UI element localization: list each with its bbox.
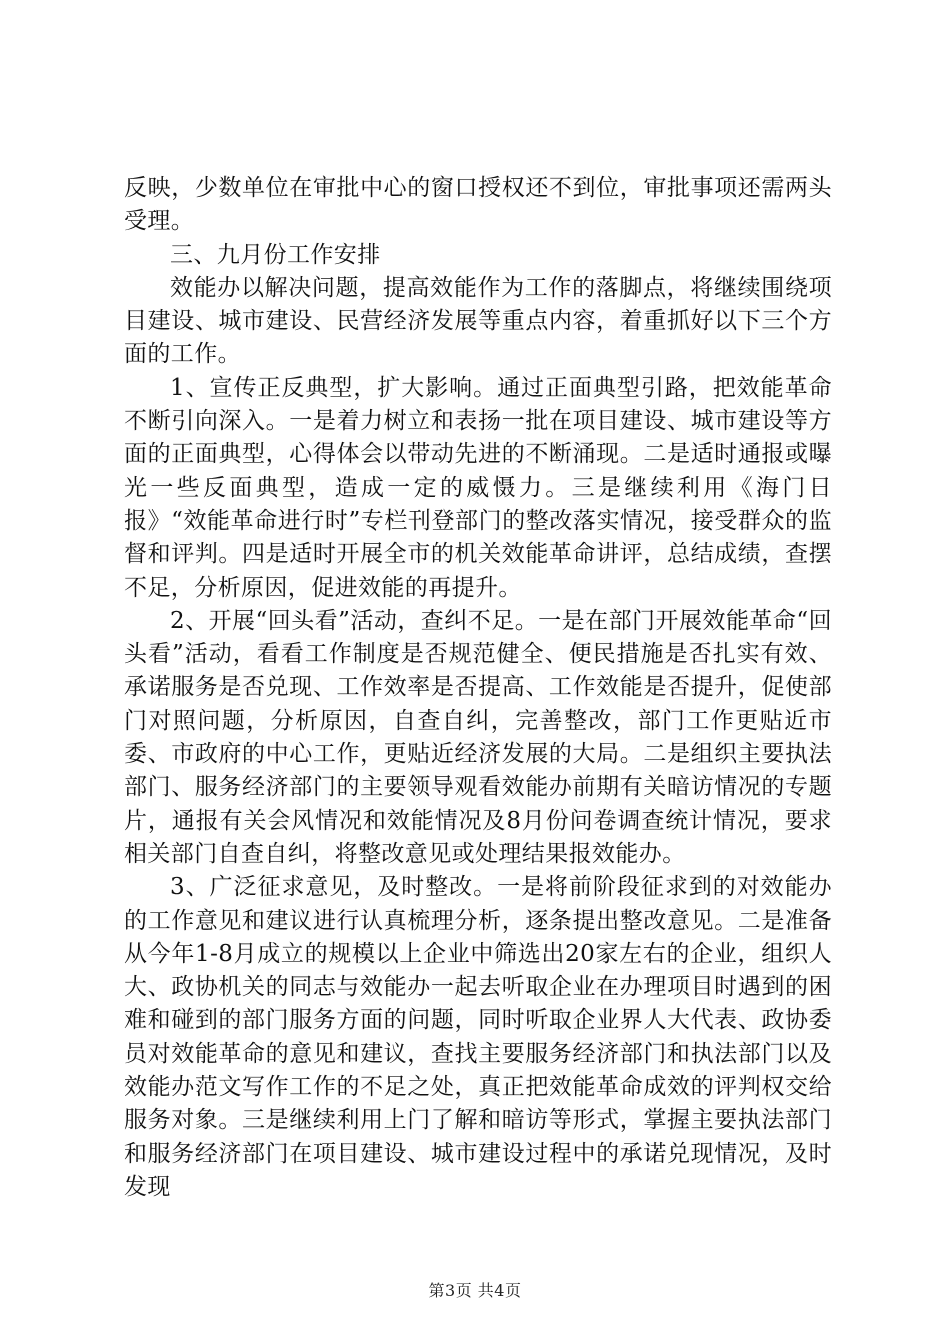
- section-heading: 三、九月份工作安排: [170, 241, 381, 268]
- paragraph-item-3: 3、广泛征求意见，及时整改。一是将前阶段征求到的对效能办的工作意见和建议进行认真梳理分析，逐条提出整改意见。二是准备从今年1-8月成立的规模以上企业中筛选出20家左右的企业，组织人大、政协机关的同志与效能办一起去听取企业在办理项目时遇到的困难和碰到的部门服务方面的问题，同时听取企业界人大代表、政协委员对效能革命的意见和建议，查找主要服务经济部门和执法部门以及效能办范文写作工作的不足之处，真正把效能革命成效的评判权交给服务对象。三是继续利用上门了解和暗访等形式，掌握主要执法部门和服务经济部门在项目建设、城市建设过程中的承诺兑现情况，及时发现: [124, 874, 832, 1200]
- paragraph-intro: 效能办以解决问题，提高效能作为工作的落脚点，将继续围绕项目建设、城市建设、民营经济发展等重点内容，着重抓好以下三个方面的工作。: [124, 274, 832, 368]
- paragraph-continuation: 反映，少数单位在审批中心的窗口授权还不到位，审批事项还需两头受理。: [124, 175, 832, 235]
- paragraph-item-1: 1、宣传正反典型，扩大影响。通过正面典型引路，把效能革命不断引向深入。一是着力树立和表扬一批在项目建设、城市建设等方面的正面典型，心得体会以带动先进的不断涌现。二是适时通报或曝光一些反面典型，造成一定的威慑力。三是继续利用《海门日报》“效能革命进行时”专栏刊登部门的整改落实情况，接受群众的监督和评判。四是适时开展全市的机关效能革命讲评，总结成绩，查摆不足，分析原因，促进效能的再提升。: [124, 374, 832, 601]
- paragraph-item-2: 2、开展“回头看”活动，查纠不足。一是在部门开展效能革命“回头看”活动，看看工作制度是否规范健全、便民措施是否扎实有效、承诺服务是否兑现、工作效率是否提高、工作效能是否提升，促使部门对照问题，分析原因，自查自纠，完善整改，部门工作更贴近市委、市政府的中心工作，更贴近经济发展的大局。二是组织主要执法部门、服务经济部门的主要领导观看效能办前期有关暗访情况的专题片，通报有关会风情况和效能情况及8月份问卷调查统计情况，要求相关部门自查自纠，将整改意见或处理结果报效能办。: [124, 607, 832, 867]
- page-footer: 第3页 共4页: [428, 1281, 522, 1300]
- document-body: [124, 172, 832, 1204]
